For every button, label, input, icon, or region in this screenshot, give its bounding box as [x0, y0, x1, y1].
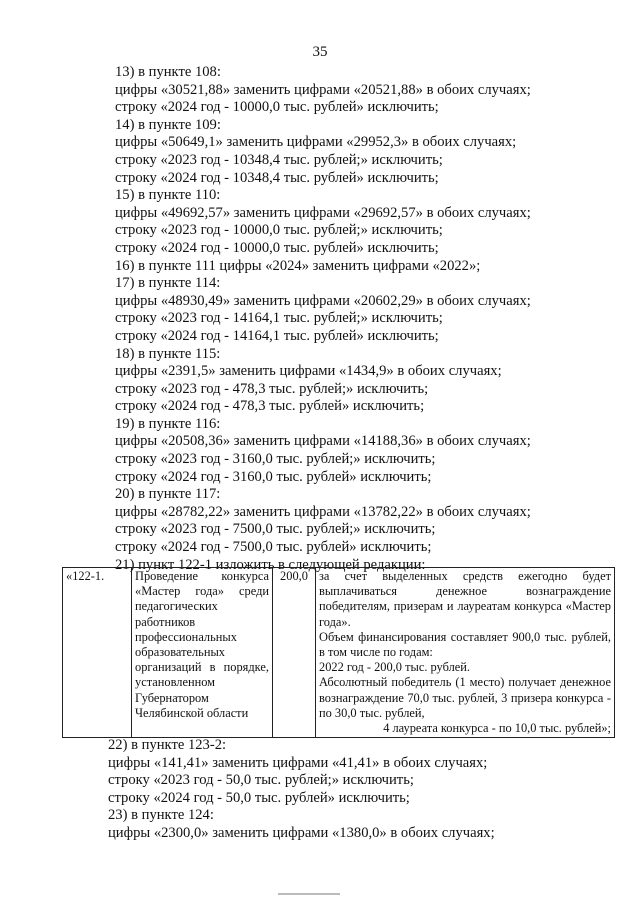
item-amount-cell: 200,0 [273, 568, 316, 738]
list-item: строку «2024 год - 10000,0 тыс. рублей» исключить; [115, 239, 439, 256]
list-item: строку «2023 год - 3160,0 тыс. рублей;» исключить; [115, 451, 436, 468]
table-row [63, 568, 615, 738]
list-item: строку «2024 год - 50,0 тыс. рублей» исключить; [108, 789, 410, 806]
note-paragraph: Абсолютный победитель (1 место) получает денежное вознаграждение 70,0 тыс. рублей, 3 призера конкурса - по 30,0 тыс. рублей, [319, 675, 611, 720]
list-item: 19) в пункте 116: [115, 415, 221, 432]
list-item: 22) в пункте 123-2: [108, 737, 227, 753]
list-item: строку «2024 год - 3160,0 тыс. рублей» исключить; [115, 468, 432, 485]
amendments-list-bottom [108, 737, 618, 843]
item-note-cell [316, 568, 615, 738]
list-item: 16) в пункте 111 цифры «2024» заменить цифрами «2022»; [115, 257, 481, 274]
list-item: строку «2024 год - 7500,0 тыс. рублей» исключить; [115, 539, 432, 556]
list-item: строку «2023 год - 7500,0 тыс. рублей;» исключить; [115, 521, 436, 538]
list-item: цифры «2300,0» заменить цифрами «1380,0» в обоих случаях; [108, 824, 495, 841]
list-item: 21) пункт 122-1 изложить в следующей редакции: [115, 556, 426, 573]
list-item: 14) в пункте 109: [115, 116, 221, 133]
item-number-cell: «122-1. [63, 568, 132, 738]
page-number: 35 [312, 44, 328, 60]
list-item: строку «2023 год - 10348,4 тыс. рублей;» исключить; [115, 151, 443, 168]
list-item: цифры «2391,5» заменить цифрами «1434,9» в обоих случаях; [115, 363, 502, 380]
list-item: 20) в пункте 117: [115, 486, 221, 503]
list-item: цифры «28782,22» заменить цифрами «13782,22» в обоих случаях; [115, 503, 531, 520]
list-item: строку «2024 год - 10348,4 тыс. рублей» исключить; [115, 169, 439, 186]
list-item: строку «2024 год - 478,3 тыс. рублей» исключить; [115, 398, 425, 415]
list-item: строку «2023 год - 50,0 тыс. рублей;» исключить; [108, 772, 414, 789]
amendment-table [62, 567, 615, 738]
list-item: 23) в пункте 124: [108, 807, 214, 824]
note-paragraph: Объем финансирования составляет 900,0 тыс. рублей, в том числе по годам: [319, 629, 611, 660]
note-paragraph: 2022 год - 200,0 тыс. рублей. [319, 660, 470, 675]
list-item: цифры «49692,57» заменить цифрами «29692,57» в обоих случаях; [115, 204, 531, 221]
note-paragraph: 4 лауреата конкурса - по 10,0 тыс. рублей»; [383, 721, 611, 736]
list-item: 15) в пункте 110: [115, 187, 221, 204]
list-item: цифры «141,41» заменить цифрами «41,41» в обоих случаях; [108, 754, 488, 771]
list-item: цифры «50649,1» заменить цифрами «29952,3» в обоих случаях; [115, 134, 517, 151]
list-item: цифры «48930,49» заменить цифрами «20602,29» в обоих случаях; [115, 292, 531, 309]
note-paragraph: за счет выделенных средств ежегодно будет выплачиваться денежное вознаграждение победителям, призерам и лауреатам конкурса «Мастер года». [319, 569, 611, 629]
list-item: строку «2023 год - 14164,1 тыс. рублей;» исключить; [115, 310, 443, 327]
scan-mark [278, 893, 340, 895]
list-item: строку «2023 год - 10000,0 тыс. рублей;» исключить; [115, 222, 443, 239]
list-item: строку «2024 год - 10000,0 тыс. рублей» исключить; [115, 99, 439, 116]
list-item: строку «2023 год - 478,3 тыс. рублей;» исключить; [115, 380, 429, 397]
list-item: 18) в пункте 115: [115, 345, 221, 362]
list-item: цифры «30521,88» заменить цифрами «20521,88» в обоих случаях; [115, 81, 531, 98]
list-item: цифры «20508,36» заменить цифрами «14188,36» в обоих случаях; [115, 433, 531, 450]
list-item: 17) в пункте 114: [115, 275, 221, 292]
list-item: строку «2024 год - 14164,1 тыс. рублей» исключить; [115, 327, 439, 344]
item-name-cell: Проведение конкурса «Мастер года» среди педагогических работников профессиональных образовательных организаций в порядке, установленном Губернатором Челябинской области [132, 568, 273, 738]
amendments-list-top [115, 64, 615, 574]
list-item: 13) в пункте 108: [115, 64, 221, 80]
